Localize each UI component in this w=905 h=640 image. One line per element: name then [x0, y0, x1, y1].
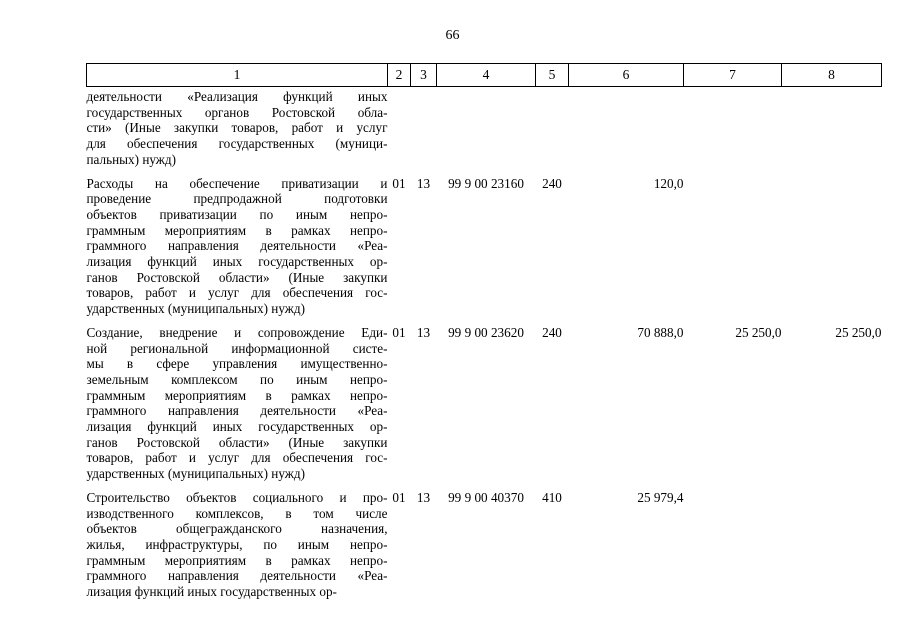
amount-year-2: 25 250,0	[735, 324, 782, 340]
description-line: ганов Ростовской области» (Иные закупки	[86, 269, 388, 285]
row-description	[87, 87, 388, 176]
description-line: земельным комплексом по иным непро-	[86, 371, 388, 387]
table-row	[87, 87, 882, 176]
header-cell-1: 1	[87, 64, 388, 87]
expense-type-code: 240	[542, 175, 562, 191]
section-code	[388, 87, 411, 176]
header-cell-6: 6	[569, 64, 684, 87]
amount-year-1	[569, 87, 684, 176]
budget-table	[86, 63, 882, 608]
subsection-code: 13	[416, 489, 431, 505]
amount-year-3	[782, 176, 882, 325]
amount-year-1: 120,0	[653, 175, 684, 191]
description-line: ганов Ростовской области» (Иные закупки	[86, 434, 388, 450]
description-line: лизация функций иных государственных ор-	[86, 419, 388, 435]
expense-type-code: 240	[542, 324, 562, 340]
table-row	[87, 325, 882, 490]
description-line: деятельности «Реализация функций иных	[86, 89, 388, 104]
row-description	[87, 325, 388, 490]
target-article-code: 99 9 00 40370	[448, 489, 524, 505]
section-code: 01	[392, 324, 406, 340]
description-line: граммного направления деятельности «Реа-	[86, 238, 388, 254]
page-number: 66	[445, 28, 460, 43]
header-cell-2: 2	[388, 64, 411, 87]
description-line: ударственных (муниципальных) нужд)	[86, 466, 305, 482]
description-line: объектов приватизации по иным непро-	[86, 206, 388, 222]
subsection-code	[411, 87, 437, 176]
target-article-code	[437, 87, 536, 176]
header-cell-3: 3	[411, 64, 437, 87]
expense-type-code: 410	[542, 489, 562, 505]
subsection-code: 13	[416, 324, 431, 340]
header-cell-8: 8	[782, 64, 882, 87]
amount-year-1: 70 888,0	[637, 324, 684, 340]
amount-year-1: 25 979,4	[637, 489, 684, 505]
description-line: граммного направления деятельности «Реа-	[86, 568, 388, 584]
description-line: товаров, работ и услуг для обеспечения гос-	[86, 285, 388, 301]
description-line: лизация функций иных государственных ор-	[86, 254, 388, 270]
header-cell-5: 5	[536, 64, 569, 87]
section-code: 01	[392, 489, 406, 505]
header-cell-7: 7	[684, 64, 782, 87]
target-article-code: 99 9 00 23160	[448, 175, 524, 191]
table-header	[87, 64, 882, 87]
description-line: жилья, инфраструктуры, по иным непро-	[86, 536, 388, 552]
description-line: государственных органов Ростовской обла-	[86, 104, 388, 120]
table-body	[87, 87, 882, 608]
description-line: мы в сфере управления имущественно-	[86, 356, 388, 372]
description-line: проведение предпродажной подготовки	[86, 191, 388, 207]
section-code: 01	[392, 175, 406, 191]
description-line: пальных) нужд)	[86, 151, 177, 167]
description-line: товаров, работ и услуг для обеспечения гос-	[86, 450, 388, 466]
amount-year-3	[782, 87, 882, 176]
subsection-code: 13	[416, 175, 431, 191]
description-line: лизация функций иных государственных ор-	[86, 584, 337, 600]
amount-year-2	[684, 490, 782, 608]
description-line: граммным мероприятиям в рамках непро-	[86, 552, 388, 568]
description-line: граммным мероприятиям в рамках непро-	[86, 387, 388, 403]
header-cell-4: 4	[437, 64, 536, 87]
target-article-code: 99 9 00 23620	[448, 324, 524, 340]
description-line: граммного направления деятельности «Реа-	[86, 403, 388, 419]
amount-year-2	[684, 176, 782, 325]
row-description	[87, 176, 388, 325]
description-line: граммным мероприятиям в рамках непро-	[86, 222, 388, 238]
description-line: изводственного комплексов, в том числе	[86, 505, 388, 521]
table-row	[87, 490, 882, 608]
description-line: ударственных (муниципальных) нужд)	[86, 301, 305, 317]
row-description	[87, 490, 388, 608]
expense-type-code	[536, 87, 569, 176]
amount-year-3	[782, 490, 882, 608]
table-row	[87, 176, 882, 325]
description-line: Создание, внедрение и сопровождение Еди-	[86, 324, 388, 340]
description-line: для обеспечения государственных (муници-	[86, 136, 388, 152]
amount-year-2	[684, 87, 782, 176]
description-line: ной региональной информационной систе-	[86, 340, 388, 356]
description-line: сти» (Иные закупки товаров, работ и услуг	[86, 120, 388, 136]
description-line: Расходы на обеспечение приватизации и	[86, 175, 388, 191]
amount-year-3: 25 250,0	[835, 324, 882, 340]
description-line: объектов общегражданского назначения,	[86, 521, 388, 537]
description-line: Строительство объектов социального и про-	[86, 489, 388, 505]
